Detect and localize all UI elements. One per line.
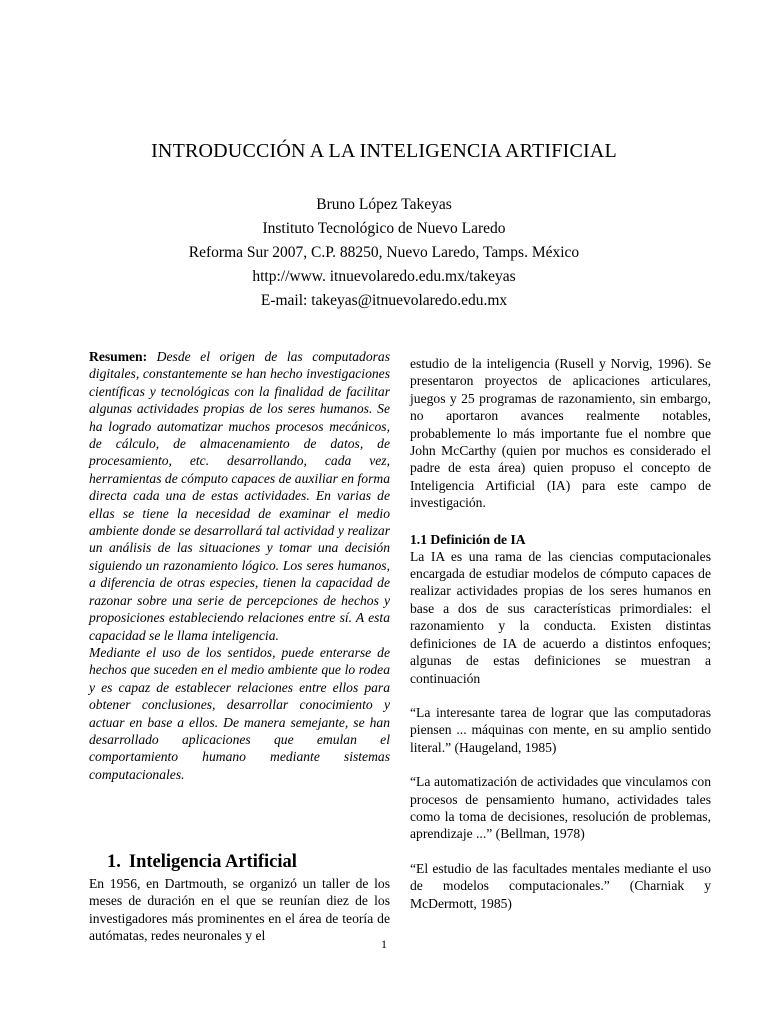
- author-url[interactable]: http://www. itnuevolaredo.edu.mx/takeyas: [252, 268, 516, 285]
- section-number: 1.: [107, 852, 121, 872]
- author-name: Bruno López Takeyas: [316, 196, 452, 213]
- subsection-heading: 1.1 Definición de IA: [410, 531, 526, 547]
- continuation-paragraph: estudio de la inteligencia (Rusell y Norvig, 1996). Se presentaron proyectos de aplicaciones articulares, juegos y 25 programas de razonamiento, sin embargo, no aportaron avances realmente notables, probablemente lo más importante fue el nombre que John McCarthy (quien por muchos es considerado el padre de esta área) quien propuso el concepto de Inteligencia Artificial (IA) para este campo de investigación.: [410, 356, 711, 511]
- quote-bellman: “La automatización de actividades que vinculamos con procesos de pensamiento humano, actividades tales como la toma de decisiones, resolución de problemas, aprendizaje ...” (Bellman, 1978): [410, 774, 711, 842]
- section-intro: En 1956, en Dartmouth, se organizó un taller de los meses de duración en el que se reunían diez de los investigadores más prominentes en el área de teoría de autómatas, redes neuronales y el: [89, 876, 390, 944]
- abstract-text-1: Desde el origen de las computadoras digitales, constantemente se han hecho investigaciones científicas y tecnológicas con la finalidad de facilitar algunas actividades propias de los seres humanos. Se ha logrado automatizar muchos procesos mecánicos, de cálculo, de almacenamiento de datos, de procesamiento, etc. desarrollando, cada vez, herramientas de cómputo capaces de auxiliar en forma directa cada una de estas actividades. En varias de ellas se tiene la necesidad de examinar el medio ambiente donde se desarrollará tal actividad y realizar un análisis de las situaciones y tomar una decisión siguiendo un razonamiento lógico. Los seres humanos, a diferencia de otras especies, tienen la capacidad de razonar sobre una serie de percepciones de hechos y proposiciones estableciendo relaciones entre sí. A esta capacidad se le llama inteligencia.: [89, 349, 390, 643]
- abstract-label: Resumen:: [89, 349, 148, 364]
- section-heading: [107, 851, 390, 873]
- section-title: Inteligencia Artificial: [128, 852, 297, 872]
- left-column: [89, 348, 390, 783]
- abstract-paragraph-1: [89, 348, 390, 644]
- page-number: 1: [381, 937, 387, 951]
- section-1: [89, 851, 390, 945]
- quote-haugeland: “La interesante tarea de lograr que las computadoras piensen ... máquinas con mente, en su amplio sentido literal.” (Haugeland, 1985): [410, 704, 711, 755]
- definition-paragraph: La IA es una rama de las ciencias computacionales encargada de estudiar modelos de cómputo capaces de realizar actividades propias de los seres humanos en base a dos de sus características primordiales: el razonamiento y la conducta. Existen distintas definiciones de IA de acuerdo a distintos enfoques; algunas de estas definiciones se muestran a continuación: [410, 548, 711, 686]
- abstract-paragraph-2: Mediante el uso de los sentidos, puede enterarse de hechos que suceden en el medio ambiente que lo rodea y es capaz de establecer relaciones entre ellos para obtener conclusiones, desarrollar conocimiento y actuar en base a ellos. De manera semejante, se han desarrollado aplicaciones que emulan el comportamiento humano mediante sistemas computacionales.: [89, 644, 390, 782]
- paper-title: INTRODUCCIÓN A LA INTELIGENCIA ARTIFICIAL: [151, 140, 617, 162]
- author-institution: Instituto Tecnológico de Nuevo Laredo: [262, 220, 506, 237]
- right-column: [410, 355, 711, 912]
- author-block: [0, 193, 768, 313]
- author-address: Reforma Sur 2007, C.P. 88250, Nuevo Laredo, Tamps. México: [188, 244, 580, 261]
- author-email[interactable]: E-mail: takeyas@itnuevolaredo.edu.mx: [260, 292, 508, 309]
- quote-charniak: “El estudio de las facultades mentales mediante el uso de modelos computacionales.” (Charniak y McDermott, 1985): [410, 860, 711, 911]
